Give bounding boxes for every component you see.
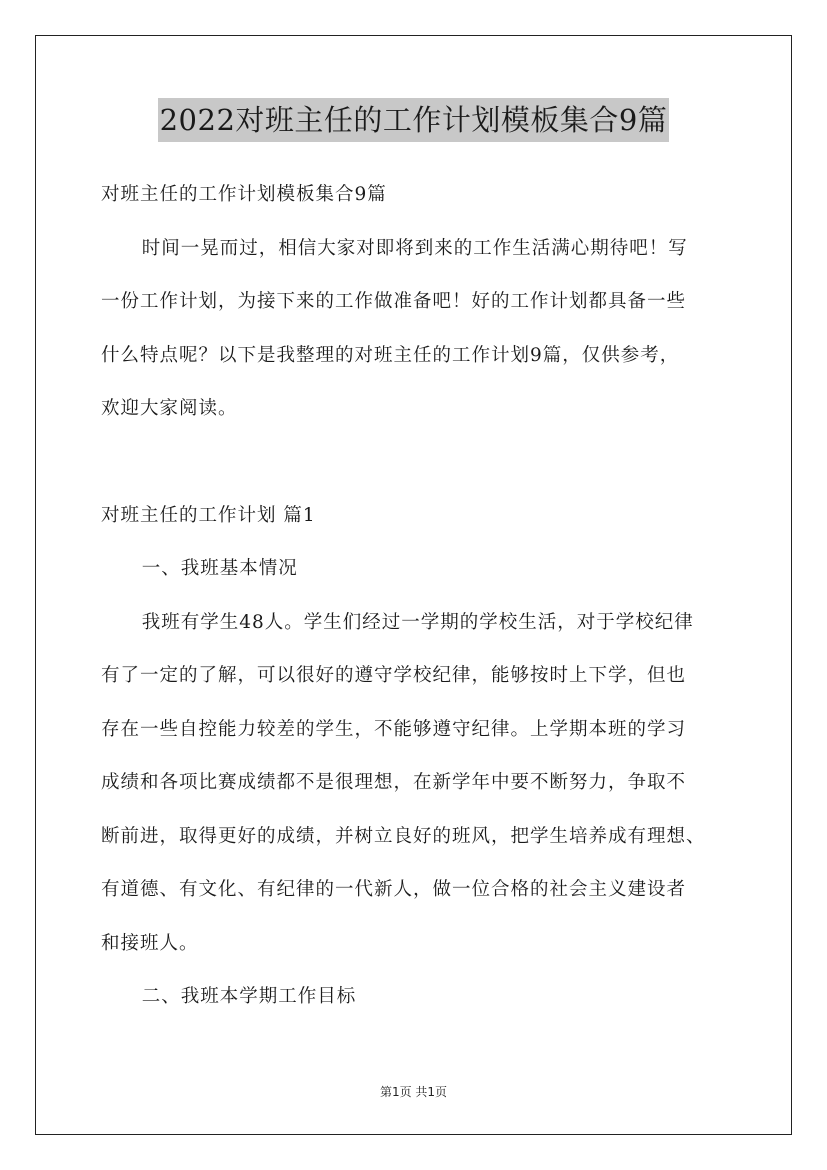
document-body: [101, 168, 731, 1024]
subheading-2: 二、我班本学期工作目标: [141, 986, 357, 1007]
paragraph-line: 有了一定的了解，可以很好的遵守学校纪律，能够按时上下学，但也: [101, 665, 687, 686]
paragraph-line: 断前进，取得更好的成绩，并树立良好的班风，把学生培养成有理想、: [101, 825, 706, 847]
document-title: [0, 98, 827, 142]
intro-line: 时间一晃而过，相信大家对即将到来的工作生活满心期待吧！写: [141, 237, 688, 259]
paragraph-line: 存在一些自控能力较差的学生，不能够遵守纪律。上学期本班的学习: [101, 718, 687, 740]
intro-line: 欢迎大家阅读。: [101, 398, 238, 419]
paragraph-line: 和接班人。: [101, 932, 199, 954]
page-footer: [0, 1083, 827, 1100]
paragraph-gap: [101, 436, 731, 489]
document-subtitle: 对班主任的工作计划模板集合9篇: [101, 184, 387, 205]
page-number: 第1页 共1页: [379, 1085, 448, 1099]
paragraph-line: 成绩和各项比赛成绩都不是很理想，在新学年中要不断努力，争取不: [101, 772, 687, 793]
intro-line: 一份工作计划，为接下来的工作做准备吧！好的工作计划都具备一些: [101, 291, 687, 312]
subheading-1: 一、我班基本情况: [141, 558, 298, 579]
section-heading: 对班主任的工作计划 篇1: [101, 504, 316, 526]
intro-line: 什么特点呢？以下是我整理的对班主任的工作计划9篇，仅供参考，: [101, 344, 680, 366]
document-title-text: 2022对班主任的工作计划模板集合9篇: [158, 98, 670, 142]
paragraph-line: 我班有学生48人。学生们经过一学期的学校生活，对于学校纪律: [141, 611, 694, 633]
paragraph-line: 有道德、有文化、有纪律的一代新人，做一位合格的社会主义建设者: [101, 879, 687, 900]
